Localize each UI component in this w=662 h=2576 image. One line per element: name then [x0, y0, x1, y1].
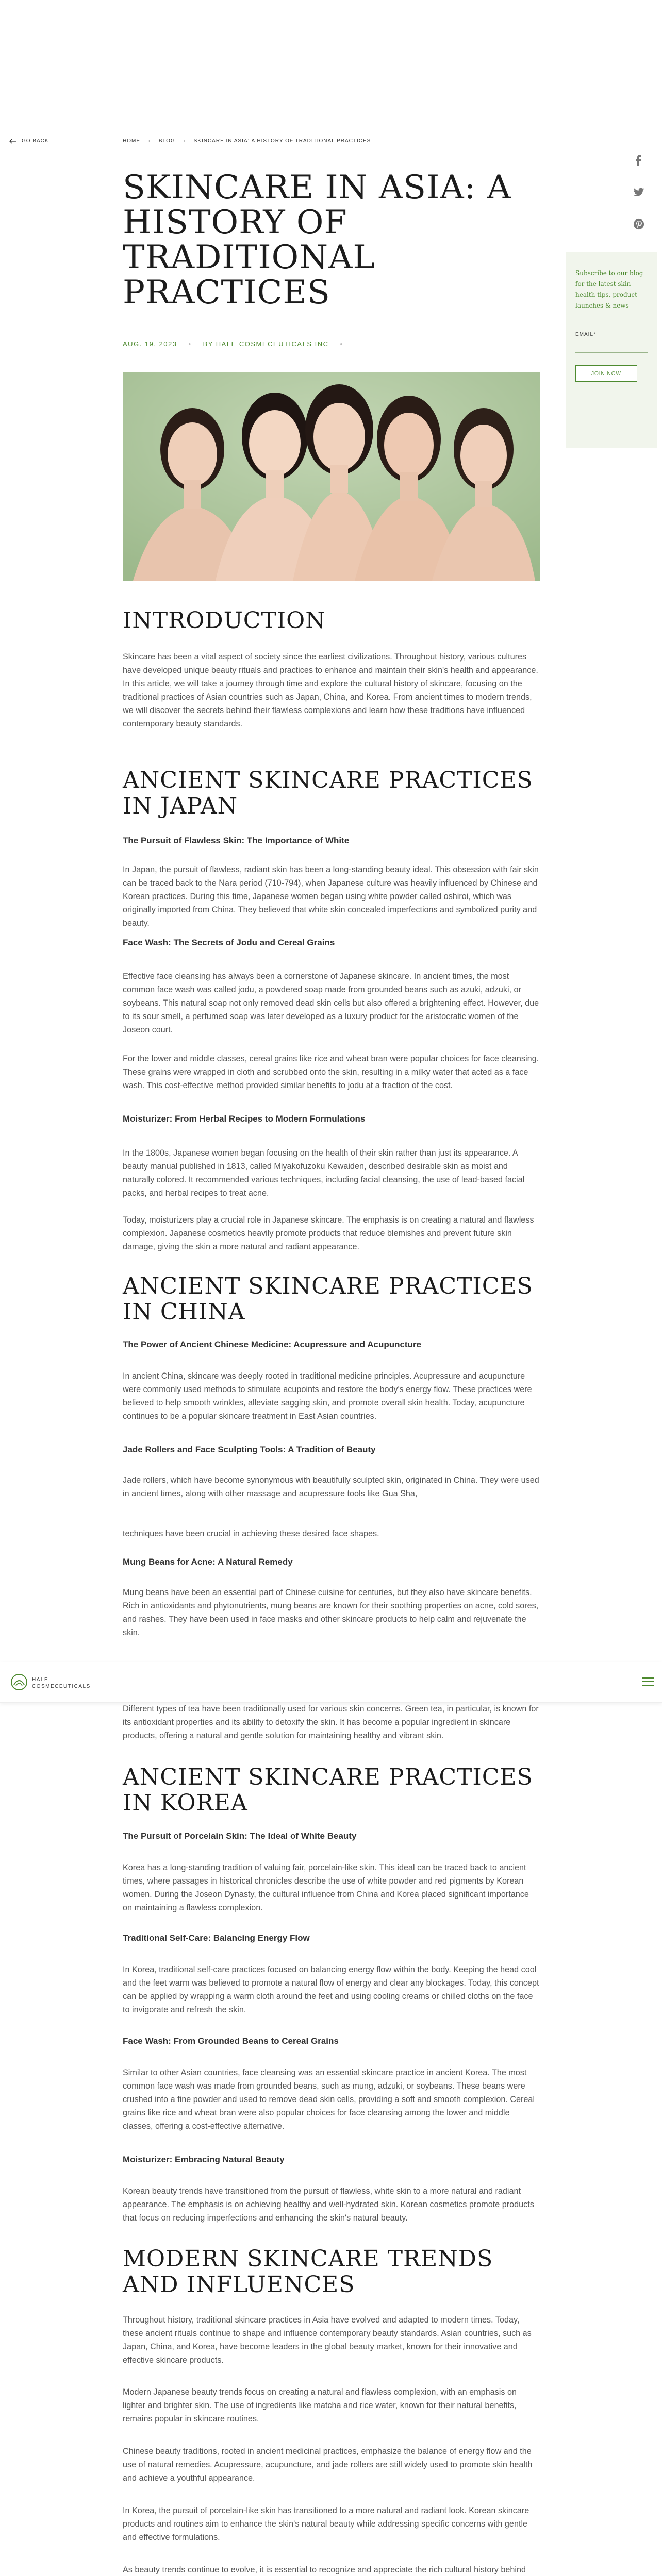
- paragraph: Throughout history, traditional skincare practices in Asia have evolved and adapted to modern times. Today, these ancient rituals continue to shape and influence contemporary beauty standards. Asian countries, such as Japan, China, and Korea, have become leaders in the global beauty market, known for their innovative and effective skincare products.: [123, 2315, 532, 2365]
- intro-paragraph: Skincare has been a vital aspect of society since the earliest civilizations. Throughout history, various cultures have developed unique beauty rituals and practices to enhance and maintain their skin's health and appearance. In this article, we will take a journey through time and explore the cultural history of skincare, focusing on the traditional practices of Asian countries such as Japan, China, and Korea. From ancient times to modern trends, we will discover the secrets behind their flawless complexions and learn how these traditions have influenced contemporary beauty standards.: [123, 652, 538, 728]
- brand-name: [32, 1676, 91, 1690]
- join-now-button[interactable]: JOIN NOW: [575, 365, 637, 382]
- hale-logo-icon[interactable]: [10, 1673, 28, 1691]
- paragraph: Different types of tea have been traditionally used for various skin concerns. Green tea, in particular, is known for its antioxidant properties and its ability to detoxify the skin. It has become a popular ingredient in skincare products, offering a natural and gentle solution for maintaining healthy and vibrant skin.: [123, 1704, 539, 1740]
- post-meta: [123, 340, 343, 348]
- pinterest-icon[interactable]: [633, 218, 644, 230]
- section-heading-china: ANCIENT SKINCARE PRACTICES IN CHINA: [123, 1273, 533, 1325]
- paragraph: In ancient China, skincare was deeply rooted in traditional medicine principles. Acupressure and acupuncture were commonly used methods to stimulate acupoints and restore the body's energy flow. These practices were believed to help smooth wrinkles, alleviate sagging skin, and promote overall skin health. Today, acupuncture continues to be a popular skincare treatment in East Asian countries.: [123, 1371, 532, 1421]
- go-back-link[interactable]: [9, 138, 49, 144]
- paragraph: Korean beauty trends have transitioned from the pursuit of flawless, white skin to a more natural and radiant appearance. The emphasis is on achieving healthy and well-hydrated skin. Korean cosmetics promote products that focus on reducing imperfections and enhancing the skin's natural beauty.: [123, 2187, 534, 2223]
- paragraph: In Korea, the pursuit of porcelain-like skin has transitioned to a more natural and radiant look. Korean skincare products and routines aim to enhance the skin's natural beauty while addressing specific concerns with gentle and effective formulations.: [123, 2506, 529, 2542]
- share-bar: [633, 155, 644, 230]
- paragraph: Similar to other Asian countries, face cleansing was an essential skincare practice in ancient Korea. The most common face wash was made from grounded beans, such as mung, adzuki, or soybeans. These beans were crushed into a fine powder and used to remove dead skin cells, providing a soft and smooth complexion. Cereal grains like rice and wheat bran were also popular choices for face cleansing among the lower and middle classes, offering a cost-effective alternative.: [123, 2068, 535, 2131]
- email-field[interactable]: [575, 342, 648, 353]
- breadcrumb-separator: ›: [148, 138, 151, 144]
- subheading: Jade Rollers and Face Sculpting Tools: A Tradition of Beauty: [123, 1445, 376, 1454]
- subheading: The Power of Ancient Chinese Medicine: Acupressure and Acupuncture: [123, 1340, 422, 1349]
- subheading: Traditional Self-Care: Balancing Energy Flow: [123, 1933, 310, 1943]
- breadcrumb-blog[interactable]: BLOG: [158, 138, 175, 144]
- brand-name-line: COSMECEUTICALS: [32, 1684, 91, 1689]
- paragraph: Today, moisturizers play a crucial role in Japanese skincare. The emphasis is on creating a natural and flawless complexion. Japanese cosmetics heavily promote products that reduce blemishes and prevent future skin damage, giving the skin a more natural and radiant appearance.: [123, 1215, 534, 1251]
- paragraph: techniques have been crucial in achieving these desired face shapes.: [123, 1529, 379, 1538]
- meta-dot: •: [188, 340, 192, 348]
- paragraph: Modern Japanese beauty trends focus on creating a natural and flawless complexion, with an emphasis on lighter and brighter skin. The use of ingredients like matcha and rice water, known for their natural benefits, remains popular in skincare routines.: [123, 2387, 517, 2424]
- paragraph: Effective face cleansing has always been a cornerstone of Japanese skincare. In ancient times, the most common face wash was called jodu, a powdered soap made from grounded beans such as azuki, adzuki, or soybeans. This natural soap not only removed dead skin cells but also offered a brightening effect. However, due to its sour smell, a perfumed soap was later developed as a luxury product for the aristocratic women of the Joseon court.: [123, 972, 539, 1035]
- go-back-label: GO BACK: [22, 138, 49, 144]
- post-date: AUG. 19, 2023: [123, 340, 177, 348]
- section-heading-japan: ANCIENT SKINCARE PRACTICES IN JAPAN: [123, 767, 533, 819]
- paragraph: For the lower and middle classes, cereal grains like rice and wheat bran were popular choices for face cleansing. These grains were wrapped in cloth and scrubbed onto the skin, resulting in a milky water that acted as a face wash. This cost-effective method provided similar benefits to jodu at a fraction of the cost.: [123, 1054, 539, 1090]
- post-author[interactable]: BY HALE COSMECEUTICALS INC: [203, 340, 329, 348]
- email-label: EMAIL*: [575, 332, 596, 337]
- subheading: The Pursuit of Porcelain Skin: The Ideal of White Beauty: [123, 1831, 357, 1841]
- paragraph: As beauty trends continue to evolve, it is essential to recognize and appreciate the rich cultural history behind: [123, 2565, 526, 2574]
- subscribe-panel: [566, 252, 657, 448]
- arrow-left-icon: [9, 139, 16, 144]
- facebook-icon[interactable]: [633, 155, 644, 166]
- subheading: Moisturizer: Embracing Natural Beauty: [123, 2155, 285, 2164]
- twitter-icon[interactable]: [633, 187, 644, 198]
- subheading: Mung Beans for Acne: A Natural Remedy: [123, 1557, 293, 1567]
- breadcrumb: [123, 138, 377, 144]
- hamburger-menu-icon[interactable]: [642, 1677, 654, 1687]
- section-heading-modern: MODERN SKINCARE TRENDS AND INFLUENCES: [123, 2246, 493, 2298]
- section-heading-introduction: INTRODUCTION: [123, 607, 326, 634]
- sticky-header-bar: [0, 1662, 662, 1703]
- section-heading-korea: ANCIENT SKINCARE PRACTICES IN KOREA: [123, 1764, 533, 1816]
- breadcrumb-separator: ›: [183, 138, 186, 144]
- paragraph: Chinese beauty traditions, rooted in ancient medicinal practices, emphasize the balance of energy flow and the use of natural remedies. Acupressure, acupuncture, and jade rollers are still widely used to promote skin health and achieve a youthful appearance.: [123, 2447, 533, 2483]
- meta-dot: •: [340, 340, 343, 348]
- hero-image: [123, 372, 540, 581]
- subscribe-text: Subscribe to our blog for the latest skin health tips, product launches & news: [575, 269, 643, 309]
- subheading: The Pursuit of Flawless Skin: The Importance of White: [123, 836, 350, 845]
- page-title: SKINCARE IN ASIA: A HISTORY OF TRADITIONAL PRACTICES: [123, 168, 511, 312]
- subheading: Face Wash: From Grounded Beans to Cereal Grains: [123, 2036, 339, 2046]
- brand-name-line: HALE: [32, 1677, 49, 1683]
- subheading: Moisturizer: From Herbal Recipes to Modern Formulations: [123, 1114, 366, 1124]
- portrait-photo-five-women-icon: [123, 372, 540, 581]
- paragraph: Jade rollers, which have become synonymous with beautifully sculpted skin, originated in China. They were used in ancient times, along with other massage and acupressure tools like Gua Sha,: [123, 1476, 539, 1498]
- breadcrumb-current: SKINCARE IN ASIA: A HISTORY OF TRADITIONAL PRACTICES: [193, 138, 371, 144]
- subheading: Face Wash: The Secrets of Jodu and Cereal Grains: [123, 938, 335, 947]
- paragraph: Mung beans have been an essential part of Chinese cuisine for centuries, but they also have skincare benefits. Rich in antioxidants and phytonutrients, mung beans are known for their soothing properties on acne, cold sores, and rashes. They have been used in face masks and other skincare products to help calm and rejuvenate the skin.: [123, 1588, 539, 1637]
- paragraph: Korea has a long-standing tradition of valuing fair, porcelain-like skin. This ideal can be traced back to ancient times, where passages in historical chronicles describe the use of white powder and red pigments by Korean women. During the Joseon Dynasty, the cultural influence from China and Korea placed significant importance on maintaining a flawless complexion.: [123, 1863, 529, 1912]
- paragraph: In Japan, the pursuit of flawless, radiant skin has been a long-standing beauty ideal. This obsession with fair skin can be traced back to the Nara period (710-794), when Japanese culture was heavily influenced by Chinese and Korean practices. During this time, Japanese women began using white powder called oshiroi, which was originally imported from China. They believed that white skin concealed imperfections and symbolized purity and beauty.: [123, 865, 539, 928]
- paragraph: In Korea, traditional self-care practices focused on balancing energy flow within the body. Keeping the head cool and the feet warm was believed to promote a natural flow of energy and clear any blockages. Today, this concept can be applied by wrapping a warm cloth around the feet and using cooling creams or chilled cloths on the face to invigorate and refresh the skin.: [123, 1965, 539, 2014]
- paragraph: In the 1800s, Japanese women began focusing on the health of their skin rather than just its appearance. A beauty manual published in 1813, called Miyakofuzoku Kewaiden, described desirable skin as moist and naturally colored. It recommended various techniques, including facial cleansing, the use of lead-based facial packs, and herbal recipes to treat acne.: [123, 1148, 525, 1198]
- breadcrumb-home[interactable]: HOME: [123, 138, 140, 144]
